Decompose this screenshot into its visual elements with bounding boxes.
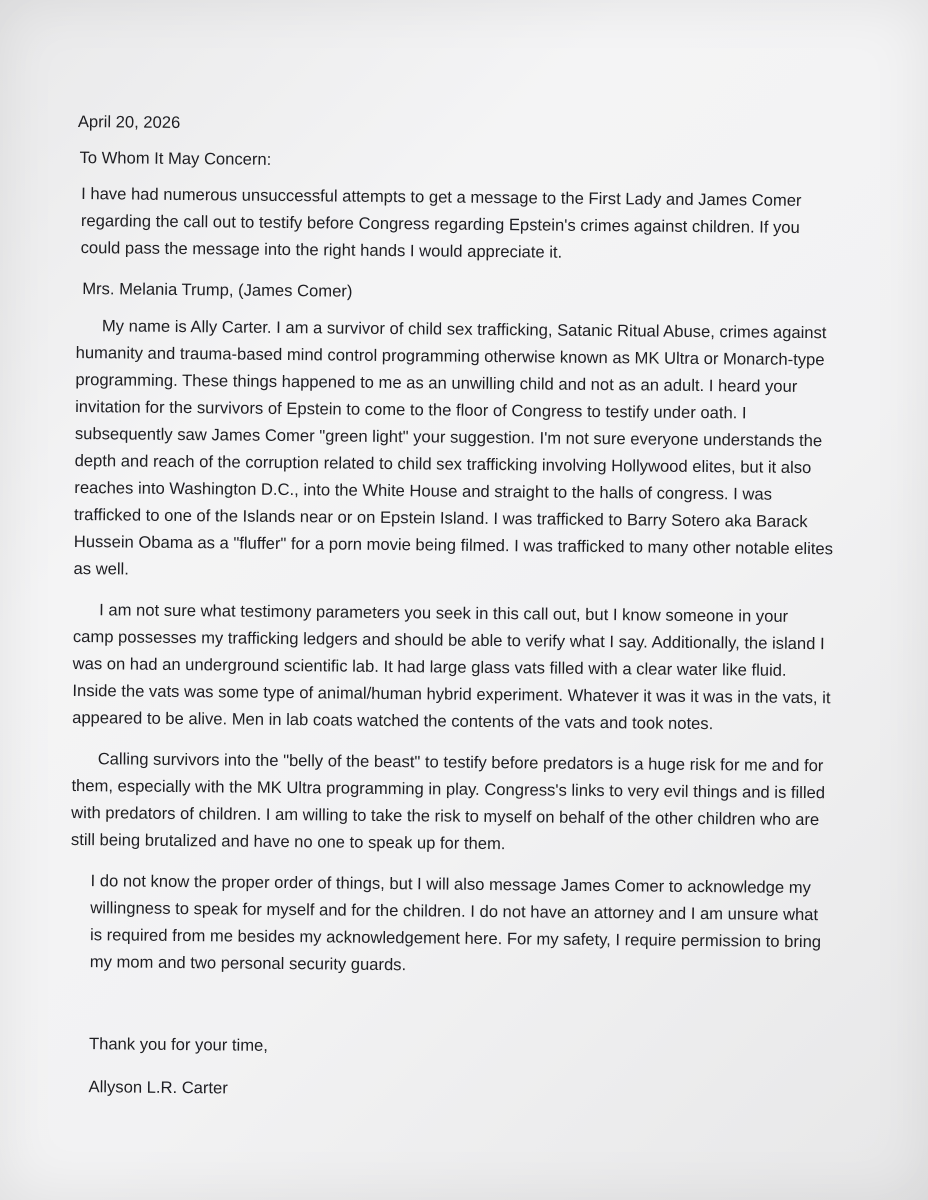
closing-line: Thank you for your time, [88,1034,269,1055]
body-paragraph-1: My name is Ally Carter. I am a survivor of child sex trafficking, Satanic Ritual Abuse, crimes against humanity and trauma-based mind control programming otherwise known as MK Ultra or Monarch-type programming. These things happened to me as an unwilling child and not as an adult. I heard your invitation for the survivors of Epstein to come to the floor of Congress to testify under oath. I subsequently saw James Comer "green light" your suggestion. I'm not sure everyone understands the depth and reach of the corruption related to child sex trafficking involving Hollywood elites, but it also reaches into Washington D.C., into the White House and straight to the halls of congress. I was trafficked to one of the Islands near or on Epstein Island. I was trafficked to Barry Sotero aka Barack Hussein Obama as a "fluffer" for a porn movie being filmed. I was trafficked to many other notable elites as well. [73,316,834,579]
letter-body [68,108,837,1107]
body-paragraph-2: I am not sure what testimony parameters you seek in this call out, but I know someone in your camp possesses my trafficking ledgers and should be able to verify what I say. Additionally, the island I was on had an underground scientific lab. It had large glass vats filled with a clear water like fluid. Inside the vats was some type of animal/human hybrid experiment. Whatever it was it was in the vats, it appeared to be alive. Men in lab coats watched the contents of the vats and took notes. [72,600,831,734]
intro-paragraph: I have had numerous unsuccessful attempts to get a message to the First Lady and James Comer regarding the call out to testify before Congress regarding Epstein's crimes against children. If you could pass the message into the right hands I would appreciate it. [80,184,802,262]
body-paragraph-4: I do not know the proper order of things, but I will also message James Comer to acknowledge my willingness to speak for myself and for the children. I do not have an attorney and I am unsure what is required from me besides my acknowledgement here. For my safety, I require permission to bring my mom and two personal security guards. [89,871,822,975]
signature-name: Allyson L.R. Carter [88,1077,228,1098]
body-paragraph-3: Calling survivors into the "belly of the beast" to testify before predators is a huge risk for me and for them, especially with the MK Ultra programming in play. Congress's links to very evil things and is filled with predators of children. I am willing to take the risk to myself on behalf of the other children who are still being brutalized and have no one to speak up for them. [70,749,826,854]
letter-date: April 20, 2026 [77,111,181,132]
salutation: To Whom It May Concern: [79,148,272,169]
addressee-line: Mrs. Melania Trump, (James Comer) [82,279,353,301]
